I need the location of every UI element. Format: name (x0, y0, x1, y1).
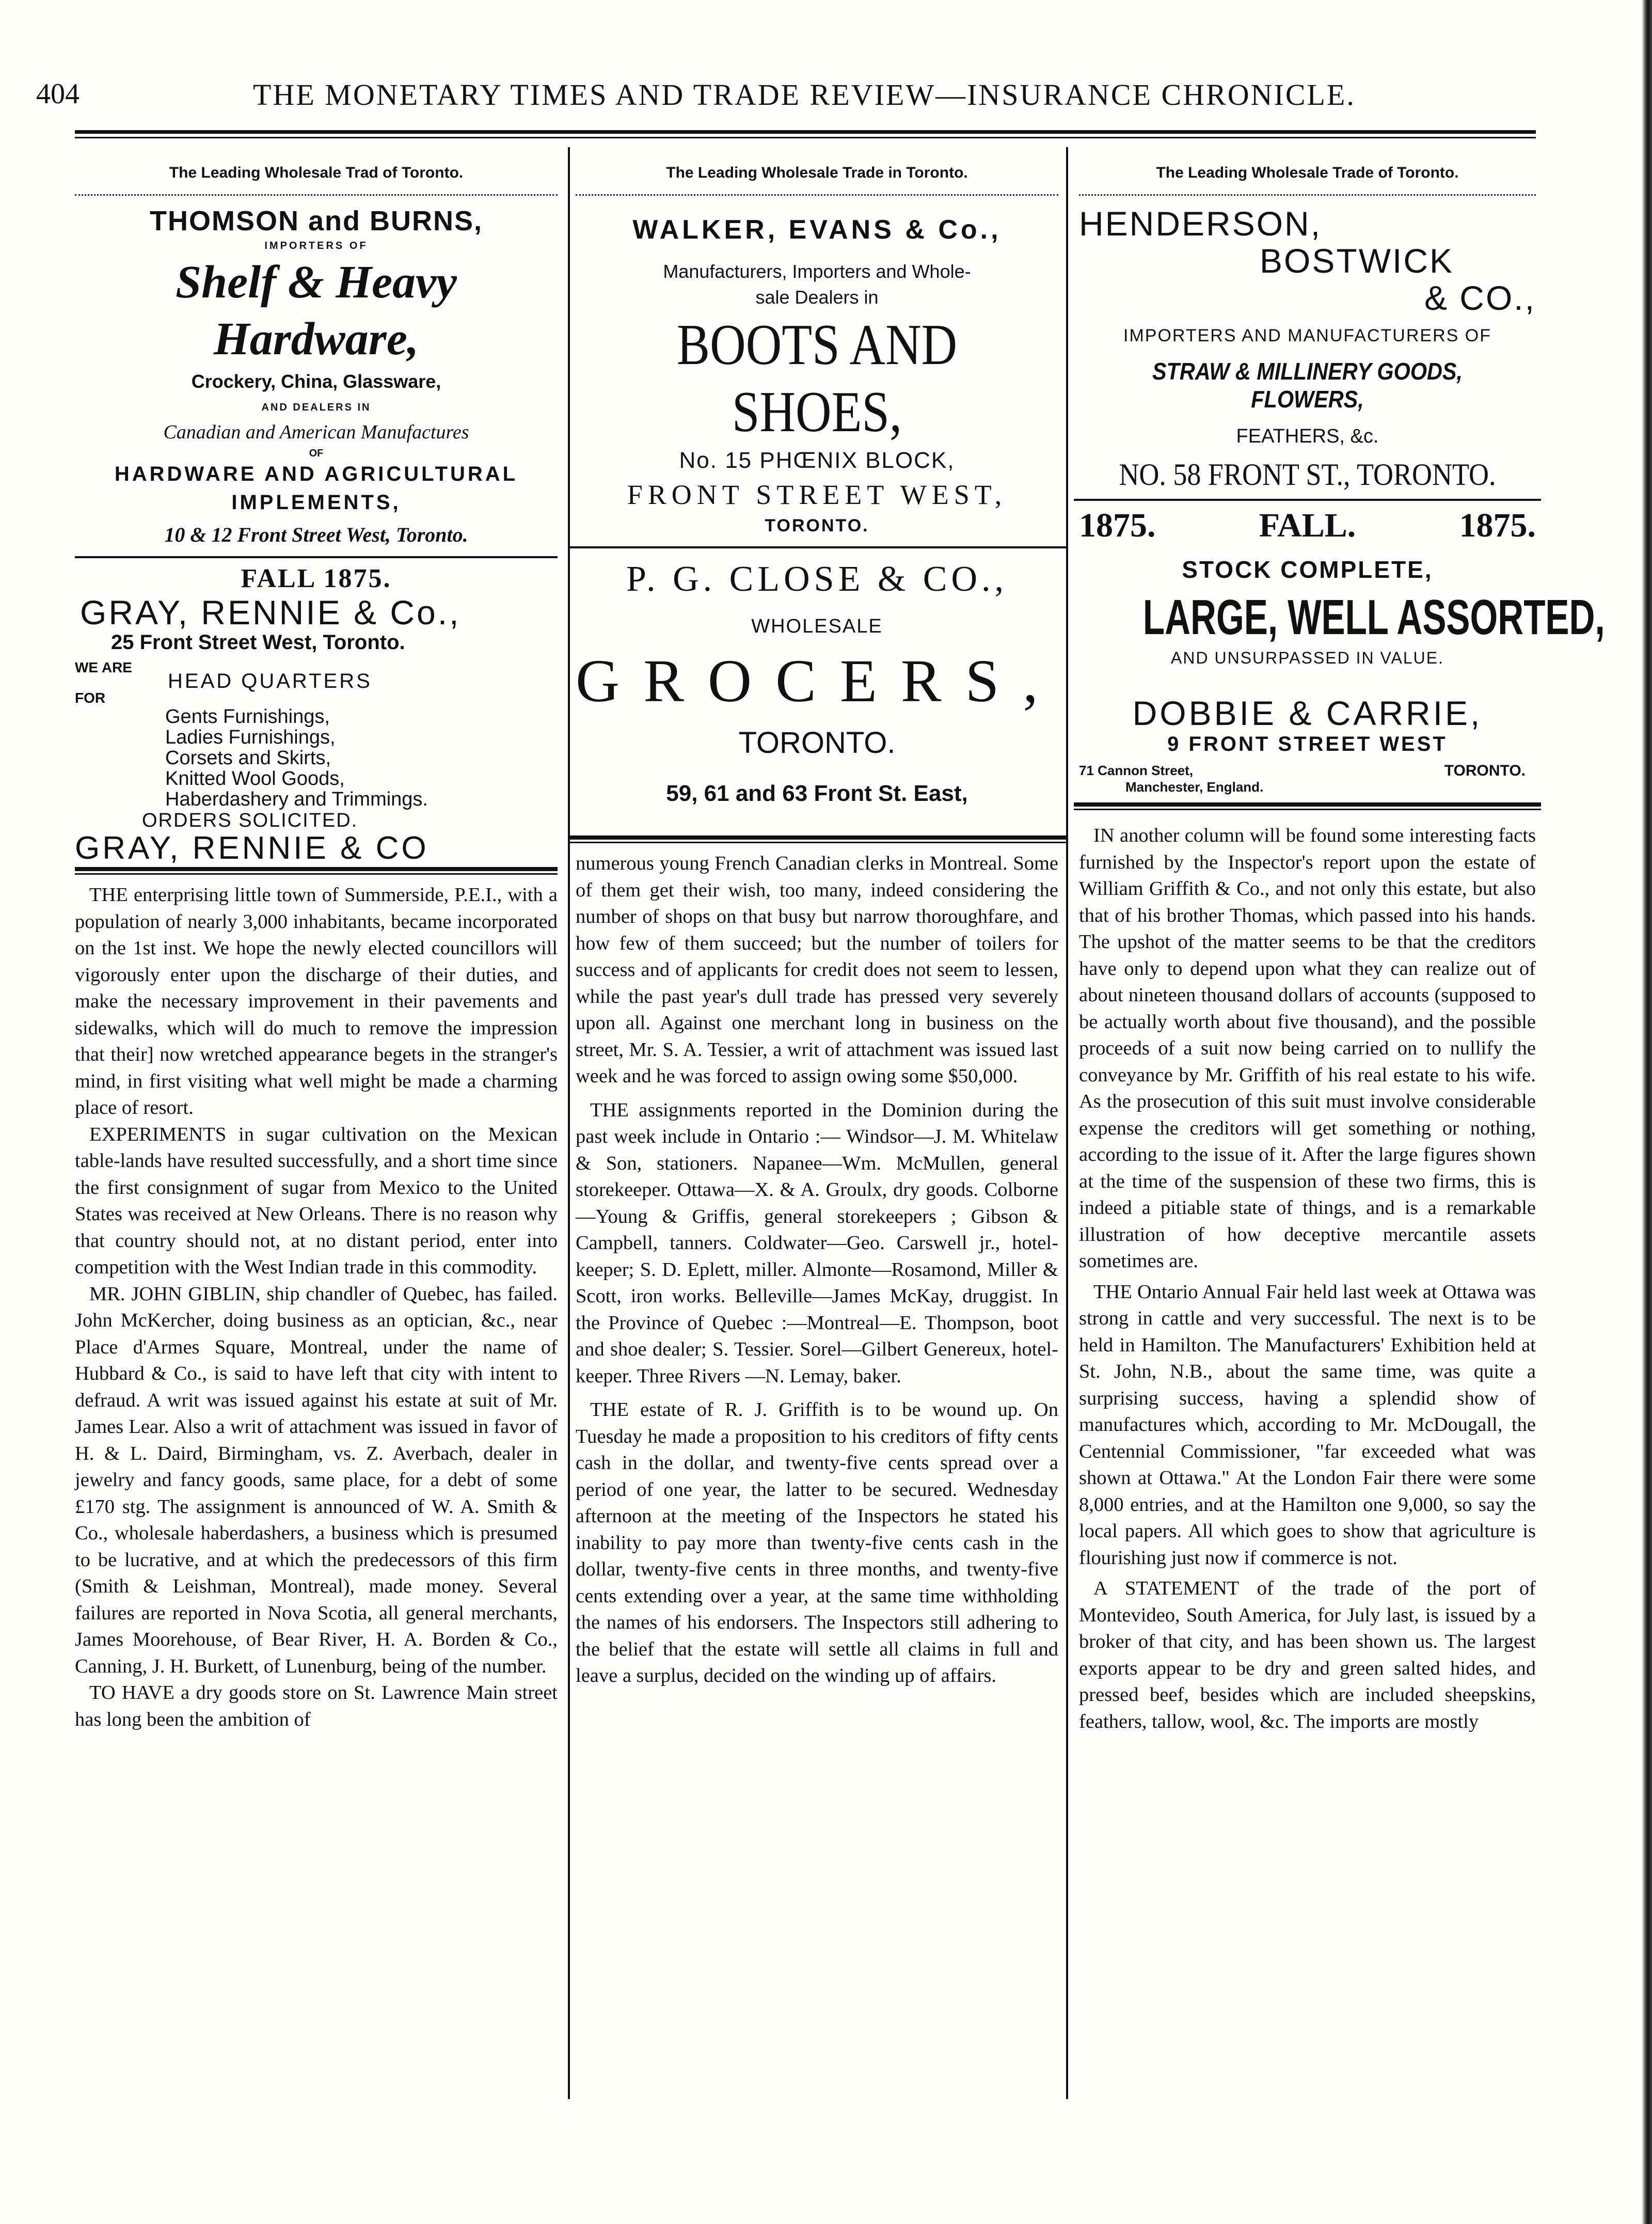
ad-address: 25 Front Street West, Toronto. (111, 631, 405, 654)
ad-line: WHOLESALE (751, 616, 883, 637)
ad-firm-name: DOBBIE & CARRIE, (1132, 694, 1483, 732)
paragraph: THE Ontario Annual Fair held last week at Ottawa was strong in cattle and very successful. The next is to be held in Hamilton. The Manufacturers' Exhibition held at St. John, N.B., about the same time, was quite a surprising success, having a splendid show of manufactures which, according to Mr. McDougall, the Centennial Commissioner, "far exceeded what was shown at Ottawa." At the London Fair there were some 8,000 entries, and at the Hamilton one 9,000, so say the local papers. All which goes to show that agriculture is flourishing just now if commerce is not. (1079, 1281, 1536, 1569)
ad-dobbie-carrie (1079, 506, 1605, 795)
paragraph: THE estate of R. J. Griffith is to be wound up. On Tuesday he made a proposition to his creditors of fifty cents cash in the dollar, and twenty-five cents spread over a period of one year, the latter to be secured. Wednesday afternoon at the meeting of the Inspectors he stated his inability to pay more than twenty-five cents cash in the dollar, twenty-five cents in three months, and twenty-five cents extending over a year, at the same time withholding the names of his endorsers. The Inspectors still adhering to the belief that the estate will settle all claims in full and leave a surplus, decided on the winding up of affairs. (576, 1399, 1058, 1686)
ad-list-item: Knitted Wool Goods, (165, 768, 345, 790)
ad-line: No. 15 PHŒNIX BLOCK, (679, 448, 955, 473)
ad-line: IMPLEMENTS, (231, 491, 401, 514)
ad-headline: BOOTS AND SHOES, (676, 313, 958, 444)
column-1 (75, 150, 558, 1733)
wavy-divider (1079, 189, 1536, 196)
ad-line: IMPORTERS OF (264, 240, 368, 251)
ad-branch: 71 Cannon Street, (1079, 763, 1194, 778)
ad-year: 1875. (1079, 507, 1156, 544)
ad-line: STOCK COMPLETE, (1182, 556, 1433, 583)
ad-walker-evans (576, 214, 1058, 536)
section-caption: The Leading Wholesale Trade in Toronto. (666, 164, 968, 181)
section-rule (568, 835, 1066, 843)
ad-line: FOR (75, 690, 106, 706)
divider (568, 546, 1066, 548)
ad-season: FALL 1875. (241, 564, 392, 593)
column-3 (1074, 150, 1605, 1735)
ad-city: TORONTO. (1444, 762, 1526, 779)
ad-line: OF (309, 448, 324, 459)
ad-line: FEATHERS, &c. (1236, 425, 1379, 447)
ad-pg-close (576, 559, 1062, 807)
ad-line: IMPORTERS AND MANUFACTURERS OF (1123, 326, 1491, 345)
paragraph: IN another column will be found some interesting facts furnished by the Inspector's report upon the estate of William Griffith & Co., and not only this estate, but also that of his brother Thomas, which passed into his hands. The upshot of the matter seems to be that the creditors have only to depend upon what they can realize out of about nineteen thousand dollars of accounts (supposed to be actually worth about five thousand), and the possible proceeds of a suit now being carried on to nullify the conveyance by Mr. Griffith of his real estate to his wife. As the prosecution of this suit must involve considerable expense the creditors will get something or nothing, according to the issue of it. After the large figures shown at the time of the suspension of these two firms, this is indeed a pitiable state of things, and is a remarkable illustration of how deceptive mercantile assets sometimes are. (1079, 825, 1536, 1272)
ad-firm-name: BOSTWICK (1260, 242, 1454, 280)
ad-line: HEAD QUARTERS (168, 670, 372, 692)
ad-henderson-bostwick (1079, 205, 1536, 493)
article-column-3 (1074, 823, 1541, 1735)
divider (75, 556, 558, 558)
paragraph: EXPERIMENTS in sugar cultivation on the Mexican table-lands have resulted successfully, and a short time since the first consignment of sugar from Mexico to the United States was received at New Orleans. There is no reason why that country should not, at no distant period, enter into competition with the West Indian trade in this commodity. (75, 1123, 558, 1278)
ad-line: WE ARE (75, 659, 132, 675)
page-header (36, 77, 1533, 124)
wavy-divider (576, 189, 1058, 196)
paragraph: THE enterprising little town of Summerside, P.E.I., with a population of nearly 3,000 inhabitants, became incorporated on the 1st inst. We hope the newly elected councillors will vigorously enter upon the discharge of their duties, and make the necessary improvement in their pavements and sidewalks, which will do much to remove the impression that their] now wretched appearance begets in the stranger's mind, in first visiting what well might be made a charming place of resort. (75, 884, 558, 1118)
ad-address: 59, 61 and 63 Front St. East, (666, 781, 968, 806)
section-caption: The Leading Wholesale Trad of Toronto. (169, 164, 464, 181)
ad-headline: LARGE, WELL ASSORTED, (1142, 590, 1605, 645)
ad-firm-name: GRAY, RENNIE & Co., (80, 593, 461, 632)
paragraph: numerous young French Canadian clerks in Montreal. Some of them get their wish, too many, indeed considering the number of shops on that busy but narrow thoroughfare, and how few of them succeed; but the number of toilers for success and of applicants for credit does not seem to lessen, while the past year's dull trade has pressed very severely upon all. Against one merchant long in business on the street, Mr. S. A. Tessier, a writ of attachment was issued last week and he was forced to assign owing some $50,000. (576, 853, 1058, 1087)
ad-line: sale Dealers in (755, 287, 879, 308)
ad-firm-name: THOMSON and BURNS, (149, 206, 483, 236)
ad-list-item: Haberdashery and Trimmings. (165, 788, 428, 810)
ad-firm-name: HENDERSON, (1079, 204, 1322, 243)
ad-season: FALL. (1259, 507, 1356, 544)
ad-gray-rennie (75, 563, 558, 865)
ad-address: 9 FRONT STREET WEST (1167, 733, 1448, 755)
paragraph: TO HAVE a dry goods store on St. Lawrence Main street has long been the ambition of (75, 1682, 558, 1730)
ad-footer: GRAY, RENNIE & CO (75, 830, 429, 866)
article-column-1 (75, 882, 558, 1733)
section-rule (1074, 802, 1541, 810)
ad-list-item: Corsets and Skirts, (165, 747, 331, 769)
section-caption: The Leading Wholesale Trade of Toronto. (1156, 164, 1459, 181)
ad-line: FRONT STREET WEST, (627, 479, 1007, 510)
page-edge-shadow (1642, 0, 1652, 2224)
paragraph: THE assignments reported in the Dominion during the past week include in Ontario :— Windsor—J. M. Whitelaw & Son, stationers. Napanee—Wm. McMullen, general storekeeper. Ottawa—X. & A. Groulx, dry goods. Colborne —Young & Griffis, general storekeepers ; Gibson & Campbell, tanners. Coldwater—Geo. Carswell jr., hotel-keeper; S. D. Eplett, miller. Almonte—Rosamond, Miller & Scott, iron works. Belleville—James McKay, druggist. In the Province of Quebec :—Montreal—E. Thompson, boot and shoe dealer; S. Tessier. Sorel—Gilbert Genereux, hotel-keeper. Three Rivers —N. Lemay, baker. (576, 1099, 1058, 1387)
ad-line: ORDERS SOLICITED. (142, 810, 358, 831)
ad-firm-name: WALKER, EVANS & Co., (632, 215, 1002, 245)
ad-branch: Manchester, England. (1125, 779, 1264, 795)
ad-city: TORONTO. (738, 726, 896, 760)
column-rule (1066, 147, 1068, 2099)
running-title: THE MONETARY TIMES AND TRADE REVIEW—INSURANCE CHRONICLE. (253, 78, 1356, 112)
ad-headline: STRAW & MILLINERY GOODS, FLOWERS, (1152, 358, 1463, 413)
article-column-2 (568, 850, 1066, 1690)
ad-firm-name: P. G. CLOSE & CO., (626, 559, 1008, 599)
ad-list-item: Ladies Furnishings, (165, 727, 336, 748)
section-rule (75, 867, 558, 875)
ad-thomson-burns (75, 205, 558, 547)
ad-line: AND UNSURPASSED IN VALUE. (1171, 649, 1444, 667)
ad-line: Manufacturers, Importers and Whole- (663, 261, 971, 282)
ad-headline: Shelf & Heavy Hardware, (176, 257, 457, 365)
header-rule (75, 130, 1536, 138)
ad-list-item: Gents Furnishings, (165, 706, 330, 728)
paragraph: MR. JOHN GIBLIN, ship chandler of Quebec, has failed. John McKercher, doing business as an optician, &c., near Place d'Armes Square, Montreal, under the name of Hubbard & Co., is said to have left that city with intent to defraud. A writ was issued against his estate at suit of Mr. James Lear. Also a writ of attachment was issued in favor of H. & L. Daird, Birmingham, vs. Z. Averbach, dealer in jewelry and fancy goods, same place, for a debt of some £170 stg. The assignment is announced of W. A. Smith & Co., wholesale haberdashers, a business which is presumed to be lucrative, and at which the predecessors of this firm (Smith & Leishman, Montreal), made money. Several failures are reported in Nova Scotia, all general merchants, James Moorehouse, of Bear River, H. A. Borden & Co., Canning, J. H. Burkett, of Lunenburg, being of the number. (75, 1283, 558, 1677)
ad-line: HARDWARE AND AGRICULTURAL (114, 463, 518, 485)
page-number: 404 (36, 78, 80, 110)
ad-line: AND DEALERS IN (261, 402, 371, 413)
ad-firm-name: & CO., (1424, 279, 1536, 317)
divider (1074, 499, 1541, 501)
ad-address: NO. 58 FRONT ST., TORONTO. (1119, 458, 1496, 492)
ad-city: TORONTO. (765, 516, 869, 535)
column-2 (568, 150, 1066, 1690)
ad-line: Canadian and American Manufactures (163, 421, 469, 443)
ad-headline: GROCERS, (576, 647, 1062, 715)
ad-year: 1875. (1459, 507, 1536, 544)
ad-line: Crockery, China, Glassware, (191, 371, 441, 392)
paragraph: A STATEMENT of the trade of the port of Montevideo, South America, for July last, is issued by a broker of that city, and has been shown us. The largest exports appear to be dry and green salted hides, and pressed beef, besides which are included sheepskins, feathers, tallow, wool, &c. The imports are mostly (1079, 1578, 1536, 1732)
ad-address: 10 & 12 Front Street West, Toronto. (164, 523, 468, 546)
wavy-divider (75, 189, 558, 196)
